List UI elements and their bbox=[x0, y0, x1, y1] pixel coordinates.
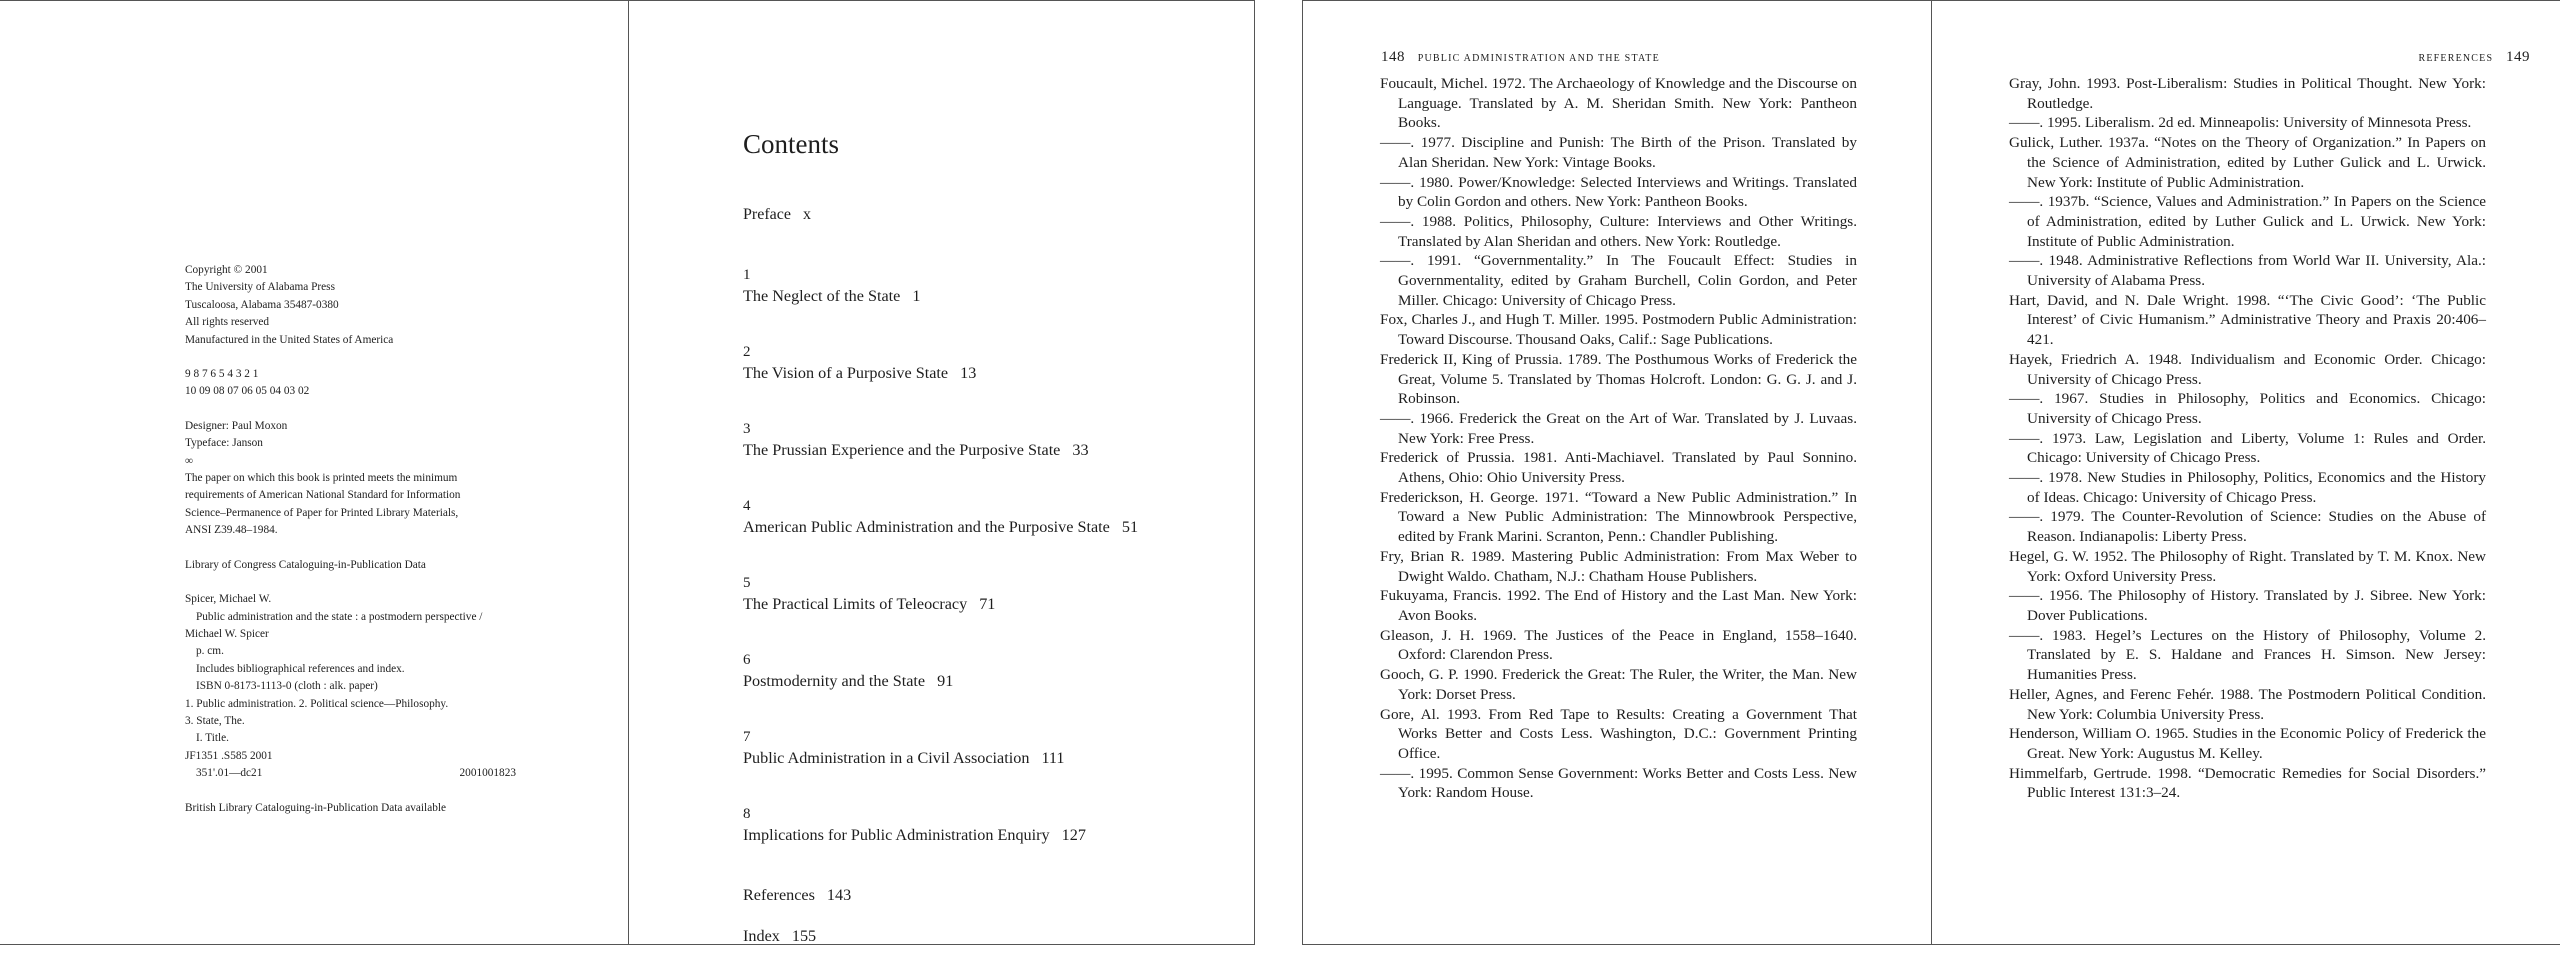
cip-author-name: Michael W. Spicer bbox=[185, 627, 269, 640]
cip-subject: 1. Public administration. 2. Political science—Philosophy. bbox=[185, 697, 449, 710]
reference-entry: ——. 1956. The Philosophy of History. Translated by J. Sibree. New York: Dover Publications. bbox=[2009, 587, 2486, 624]
typeface-line: Typeface: Janson bbox=[185, 437, 263, 450]
toc-chapter[interactable] bbox=[743, 806, 1223, 847]
copyright-line: Manufactured in the United States of America bbox=[185, 333, 394, 346]
british-library-note: British Library Cataloguing-in-Publication Data available bbox=[185, 801, 447, 814]
reference-entry: ——. 1967. Studies in Philosophy, Politics and Economics. Chicago: University of Chicago Press. bbox=[2009, 390, 2486, 427]
toc-page-number: 71 bbox=[979, 595, 996, 613]
toc-index-label: Index bbox=[743, 927, 780, 945]
running-head-title: REFERENCES bbox=[2418, 53, 2494, 64]
reference-entry: ——. 1966. Frederick the Great on the Art of War. Translated by J. Luvaas. New York: Free Press. bbox=[1380, 409, 1857, 447]
paper-note-line: requirements of American National Standard for Information bbox=[185, 489, 461, 502]
reference-entry: Fox, Charles J., and Hugh T. Miller. 1995. Postmodern Public Administration: Toward Discourse. Thousand Oaks, Calif.: Sage Publications. bbox=[1380, 311, 1857, 349]
toc-chapter[interactable] bbox=[743, 421, 1223, 462]
reference-entry: ——. 1988. Politics, Philosophy, Culture: Interviews and Other Writings. Translated by Alan Sheridan and others. New York: Routledge. bbox=[1380, 212, 1857, 250]
toc-chapter[interactable] bbox=[743, 344, 1223, 385]
toc-references-label: References bbox=[743, 886, 815, 904]
reference-entry: Hart, David, and N. Dale Wright. 1998. “‘The Civic Good’: ‘The Public Interest’ of Civic Humanism.” Administrative Theory and Praxis 20:406–421. bbox=[2009, 291, 2486, 349]
cip-line: I. Title. bbox=[196, 732, 229, 745]
running-head-title: PUBLIC ADMINISTRATION AND THE STATE bbox=[1417, 53, 1660, 64]
toc-page-number: 155 bbox=[791, 927, 817, 945]
copyright-block bbox=[185, 262, 565, 817]
reference-entry: ——. 1937b. “Science, Values and Administration.” In Papers on the Science of Administration, edited by Luther Gulick and L. Urwick. New York: Institute of Public Administration. bbox=[2009, 193, 2486, 250]
reference-entry: Frederickson, H. George. 1971. “Toward a New Public Administration.” In Toward a New Public Administration: The Minnowbrook Perspective, edited by Frank Marini. Scranton, Penn.: Chandler Publishing. bbox=[1380, 488, 1857, 546]
toc-chapter-title: Postmodernity and the State bbox=[743, 672, 926, 690]
page-number: 148 bbox=[1381, 49, 1405, 65]
reference-entry: Fukuyama, Francis. 1992. The End of History and the Last Man. New York: Avon Books. bbox=[1380, 587, 1857, 624]
toc-chapter-title: American Public Administration and the Purposive State bbox=[743, 518, 1110, 536]
printing-line: 9 8 7 6 5 4 3 2 1 bbox=[185, 368, 259, 381]
toc-preface-label: Preface bbox=[743, 206, 791, 223]
running-head-right bbox=[2418, 49, 2530, 66]
toc-page-number: 1 bbox=[912, 287, 921, 305]
toc-page-number: 143 bbox=[826, 886, 852, 904]
toc-page-number: 51 bbox=[1121, 518, 1139, 536]
toc-chapter-number: 3 bbox=[743, 421, 751, 437]
reference-entry: Gray, John. 1993. Post-Liberalism: Studies in Political Thought. New York: Routledge. bbox=[2009, 75, 2486, 112]
cip-isbn: ISBN 0-8173-1113-0 (cloth : alk. paper) bbox=[196, 680, 378, 693]
cip-title: Public administration and the state : a postmodern perspective / bbox=[196, 610, 483, 623]
reference-entry: ——. 1991. “Governmentality.” In The Foucault Effect: Studies in Governmentality, edited by Graham Burchell, Colin Gordon, and Peter Miller. Chicago: University of Chicago Press. bbox=[1380, 252, 1857, 309]
cip-heading: Library of Congress Cataloguing-in-Publication Data bbox=[185, 558, 426, 571]
reference-entry: Henderson, William O. 1965. Studies in the Economic Policy of Frederick the Great. New York: Augustus M. Kelley. bbox=[2009, 725, 2486, 762]
reference-entry: Frederick II, King of Prussia. 1789. The Posthumous Works of Frederick the Great, Volume 5. Translated by Thomas Holcroft. London: G. G. J. and J. Robinson. bbox=[1380, 350, 1857, 408]
reference-entry: Hayek, Friedrich A. 1948. Individualism and Economic Order. Chicago: University of Chicago Press. bbox=[2009, 350, 2486, 388]
toc-chapter-title: The Practical Limits of Teleocracy bbox=[743, 595, 968, 613]
cip-call-number: JF1351 .S585 2001 bbox=[185, 749, 273, 762]
paper-note-line: ANSI Z39.48–1984. bbox=[185, 524, 278, 537]
running-head-left bbox=[1381, 49, 1660, 66]
toc-page-number: 33 bbox=[1072, 441, 1089, 459]
references-page-right bbox=[1931, 0, 2560, 945]
toc-chapter-title: The Prussian Experience and the Purposive State bbox=[743, 441, 1061, 459]
toc-chapter-number: 7 bbox=[743, 729, 751, 745]
cip-dewey-row bbox=[185, 765, 516, 782]
copyright-line: All rights reserved bbox=[185, 316, 270, 329]
toc-page-number: 127 bbox=[1061, 826, 1086, 844]
copyright-page bbox=[0, 0, 629, 945]
toc-chapter[interactable] bbox=[743, 575, 1223, 616]
toc-page-number: x bbox=[802, 206, 811, 223]
toc-chapter-title: Public Administration in a Civil Association bbox=[743, 749, 1030, 767]
references-page-left bbox=[1302, 0, 1932, 945]
toc-index[interactable] bbox=[743, 924, 1223, 948]
reference-entry: Gore, Al. 1993. From Red Tape to Results: Creating a Government That Works Better and Costs Less. Washington, D.C.: Government Printing Office. bbox=[1380, 705, 1857, 762]
toc-page-number: 91 bbox=[937, 672, 954, 690]
reference-entry: ——. 1978. New Studies in Philosophy, Politics, Economics and the History of Ideas. Chicago: University of Chicago Press. bbox=[2009, 469, 2486, 506]
toc-chapter-list bbox=[743, 267, 1223, 847]
reference-entry: ——. 1973. Law, Legislation and Liberty, Volume 1: Rules and Order. Chicago: University of Chicago Press. bbox=[2009, 429, 2486, 467]
cip-line: Includes bibliographical references and index. bbox=[196, 662, 405, 675]
reference-entry: Gooch, G. P. 1990. Frederick the Great: The Ruler, the Writer, the Man. New York: Dorset Press. bbox=[1380, 666, 1857, 703]
reference-list bbox=[1380, 74, 1857, 803]
reference-entry: ——. 1983. Hegel’s Lectures on the History of Philosophy, Volume 2. Translated by E. S. Haldane and Frances H. Simson. New Jersey: Humanities Press. bbox=[2009, 626, 2486, 684]
toc-chapter-title: The Vision of a Purposive State bbox=[743, 364, 949, 382]
toc-chapter-title: The Neglect of the State bbox=[743, 287, 901, 305]
cip-author: Spicer, Michael W. bbox=[185, 593, 272, 606]
reference-entry: ——. 1979. The Counter-Revolution of Science: Studies on the Abuse of Reason. Indianapolis: Liberty Press. bbox=[2009, 508, 2486, 546]
toc-page-number: 13 bbox=[960, 364, 977, 382]
reference-entry: ——. 1995. Liberalism. 2d ed. Minneapolis: University of Minnesota Press. bbox=[2009, 114, 2472, 132]
reference-entry: Fry, Brian R. 1989. Mastering Public Administration: From Max Weber to Dwight Waldo. Chatham, N.J.: Chatham House Publishers. bbox=[1380, 547, 1857, 585]
toc-chapter[interactable] bbox=[743, 729, 1223, 770]
reference-entry: ——. 1948. Administrative Reflections from World War II. University, Ala.: University of Alabama Press. bbox=[2009, 252, 2486, 290]
copyright-line: The University of Alabama Press bbox=[185, 281, 335, 294]
reference-list bbox=[2009, 74, 2486, 803]
toc-preface[interactable] bbox=[743, 206, 1223, 224]
cip-dewey: 351'.01—dc21 bbox=[196, 767, 263, 780]
toc-chapter-number: 8 bbox=[743, 806, 751, 822]
reference-entry: Himmelfarb, Gertrude. 1998. “Democratic Remedies for Social Disorders.” Public Interest 131:3–24. bbox=[2009, 764, 2486, 802]
toc-chapter-number: 5 bbox=[743, 575, 751, 591]
reference-entry: Heller, Agnes, and Ferenc Fehér. 1988. The Postmodern Political Condition. New York: Columbia University Press. bbox=[2009, 685, 2486, 723]
reference-entry: Gulick, Luther. 1937a. “Notes on the Theory of Organization.” In Papers on the Science of Administration, edited by Luther Gulick and L. Urwick. New York: Institute of Public Administration. bbox=[2009, 134, 2486, 191]
toc-page-number: 111 bbox=[1041, 749, 1065, 767]
toc-chapter-title: Implications for Public Administration Enquiry bbox=[743, 826, 1050, 844]
toc-chapter-number: 6 bbox=[743, 652, 751, 668]
toc-chapter[interactable] bbox=[743, 652, 1223, 693]
reference-entry: Frederick of Prussia. 1981. Anti-Machiavel. Translated by Paul Sonnino. Athens, Ohio: Ohio University Press. bbox=[1380, 449, 1857, 487]
contents-page bbox=[628, 0, 1255, 945]
copyright-line: Tuscaloosa, Alabama 35487-0380 bbox=[185, 298, 339, 311]
page-number: 149 bbox=[2506, 49, 2530, 65]
toc-references[interactable] bbox=[743, 883, 1223, 907]
toc-chapter-number: 4 bbox=[743, 498, 751, 514]
reference-entry: Gleason, J. H. 1969. The Justices of the Peace in England, 1558–1640. Oxford: Clarendon Press. bbox=[1380, 626, 1857, 664]
infinity-symbol: ∞ bbox=[185, 454, 194, 467]
toc-chapter-number: 1 bbox=[743, 267, 751, 283]
paper-note-line: The paper on which this book is printed meets the minimum bbox=[185, 472, 458, 485]
cip-lccn: 2001001823 bbox=[459, 767, 516, 780]
contents-title: Contents bbox=[743, 129, 840, 159]
cip-line: p. cm. bbox=[196, 645, 224, 658]
toc-chapter[interactable] bbox=[743, 498, 1223, 539]
printing-line: 10 09 08 07 06 05 04 03 02 bbox=[185, 385, 310, 398]
reference-entry: Hegel, G. W. 1952. The Philosophy of Right. Translated by T. M. Knox. New York: Oxford University Press. bbox=[2009, 547, 2486, 585]
toc-chapter[interactable] bbox=[743, 267, 1223, 308]
reference-entry: ——. 1980. Power/Knowledge: Selected Interviews and Writings. Translated by Colin Gordon and others. New York: Pantheon Books. bbox=[1380, 173, 1857, 211]
cip-subject: 3. State, The. bbox=[185, 714, 245, 727]
reference-entry: ——. 1977. Discipline and Punish: The Birth of the Prison. Translated by Alan Sheridan. New York: Vintage Books. bbox=[1380, 134, 1857, 171]
paper-note-line: Science–Permanence of Paper for Printed Library Materials, bbox=[185, 506, 459, 519]
reference-entry: Foucault, Michel. 1972. The Archaeology of Knowledge and the Discourse on Language. Translated by A. M. Sheridan Smith. New York: Pantheon Books. bbox=[1380, 75, 1857, 132]
contents-block bbox=[743, 129, 1223, 948]
designer-line: Designer: Paul Moxon bbox=[185, 419, 288, 432]
reference-entry: ——. 1995. Common Sense Government: Works Better and Costs Less. New York: Random House. bbox=[1380, 764, 1857, 802]
copyright-line: Copyright © 2001 bbox=[185, 264, 268, 276]
toc-chapter-number: 2 bbox=[743, 344, 751, 360]
